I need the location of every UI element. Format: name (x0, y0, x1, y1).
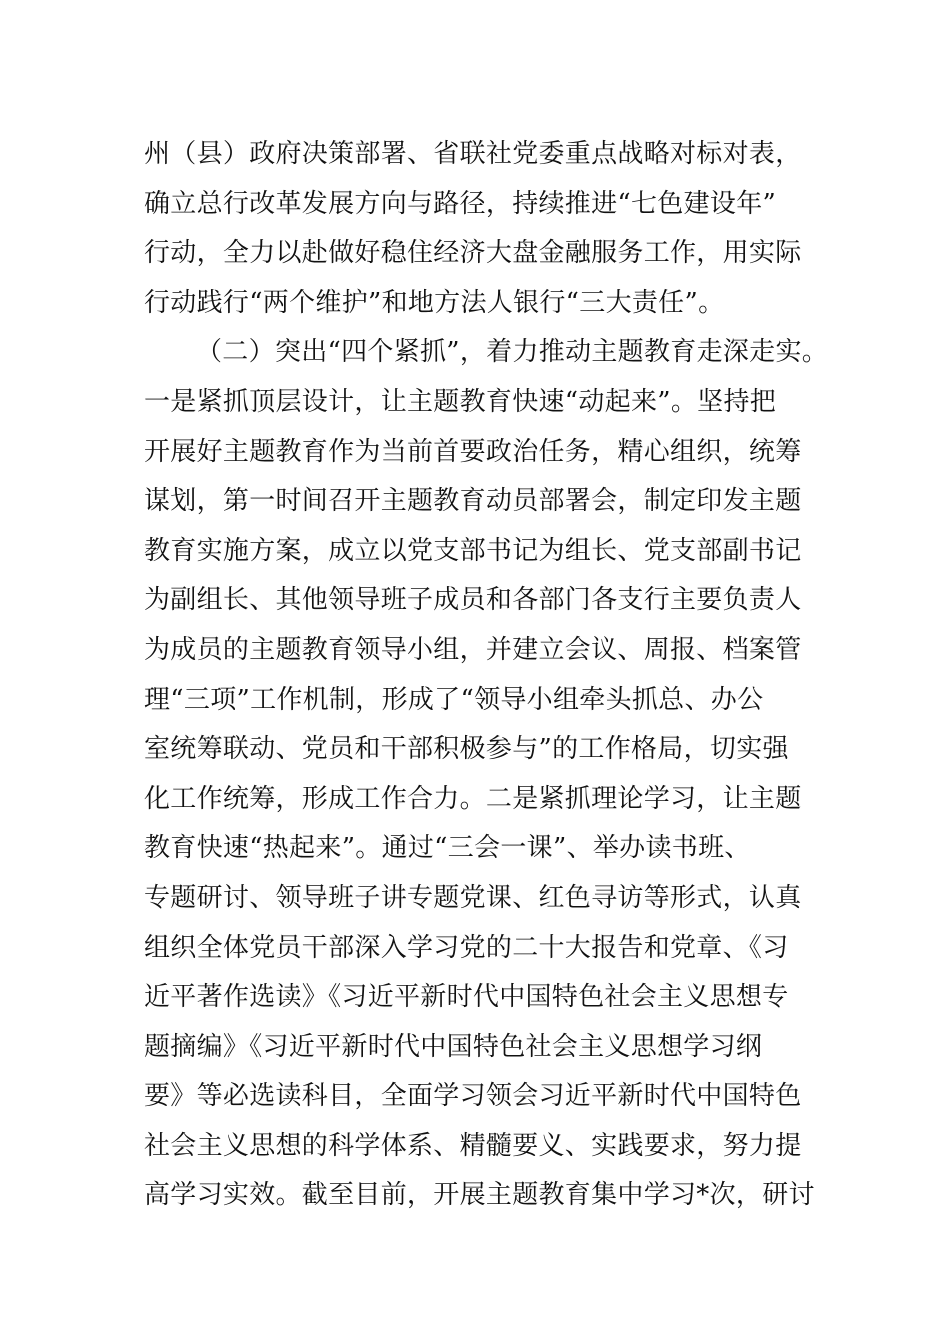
text-line: 化工作统筹，形成工作合力。二是紧抓理论学习，让主题 (144, 783, 802, 814)
text-line: 一是紧抓顶层设计，让主题教育快速“动起来”。坚持把 (144, 386, 777, 417)
text-line: 开展好主题教育作为当前首要政治任务，精心组织，统筹 (144, 436, 802, 467)
text-line: 州（县）政府决策部署、省联社党委重点战略对标对表， (144, 139, 802, 169)
text-line: 题摘编》《习近平新时代中国特色社会主义思想学习纲 (144, 1031, 763, 1062)
text-line: 要》等必选读科目，全面学习领会习近平新时代中国特色 (144, 1081, 802, 1112)
text-line: 近平著作选读》《习近平新时代中国特色社会主义思想专 (144, 982, 789, 1013)
text-line: 行动践行“两个维护”和地方法人银行“三大责任”。 (144, 287, 725, 318)
text-line: 社会主义思想的科学体系、精髓要义、实践要求，努力提 (144, 1130, 802, 1161)
text-line: 室统筹联动、党员和干部积极参与”的工作格局，切实强 (144, 734, 789, 765)
text-line: 理“三项”工作机制，形成了“领导小组牵头抓总、办公 (144, 684, 764, 715)
text-line: 教育实施方案，成立以党支部书记为组长、党支部副书记 (144, 535, 802, 566)
text-line: 为副组长、其他领导班子成员和各部门各支行主要负责人 (144, 585, 802, 616)
text-line: 教育快速“热起来”。通过“三会一课”、举办读书班、 (144, 833, 751, 864)
text-line: 确立总行改革发展方向与路径，持续推进“七色建设年” (144, 188, 777, 219)
text-line: 专题研讨、领导班子讲专题党课、红色寻访等形式，认真 (144, 882, 802, 913)
text-line: 为成员的主题教育领导小组，并建立会议、周报、档案管 (144, 634, 802, 665)
body-text (144, 130, 829, 1221)
text-line: 高学习实效。截至目前，开展主题教育集中学习*次，研讨 (144, 1180, 815, 1211)
text-line: 组织全体党员干部深入学习党的二十大报告和党章、《习 (144, 932, 789, 963)
text-line: 谋划，第一时间召开主题教育动员部署会，制定印发主题 (144, 486, 802, 517)
section-heading-line: （二）突出“四个紧抓”，着力推动主题教育走深走实。 (196, 337, 829, 368)
text-line: 行动，全力以赴做好稳住经济大盘金融服务工作，用实际 (144, 238, 802, 269)
